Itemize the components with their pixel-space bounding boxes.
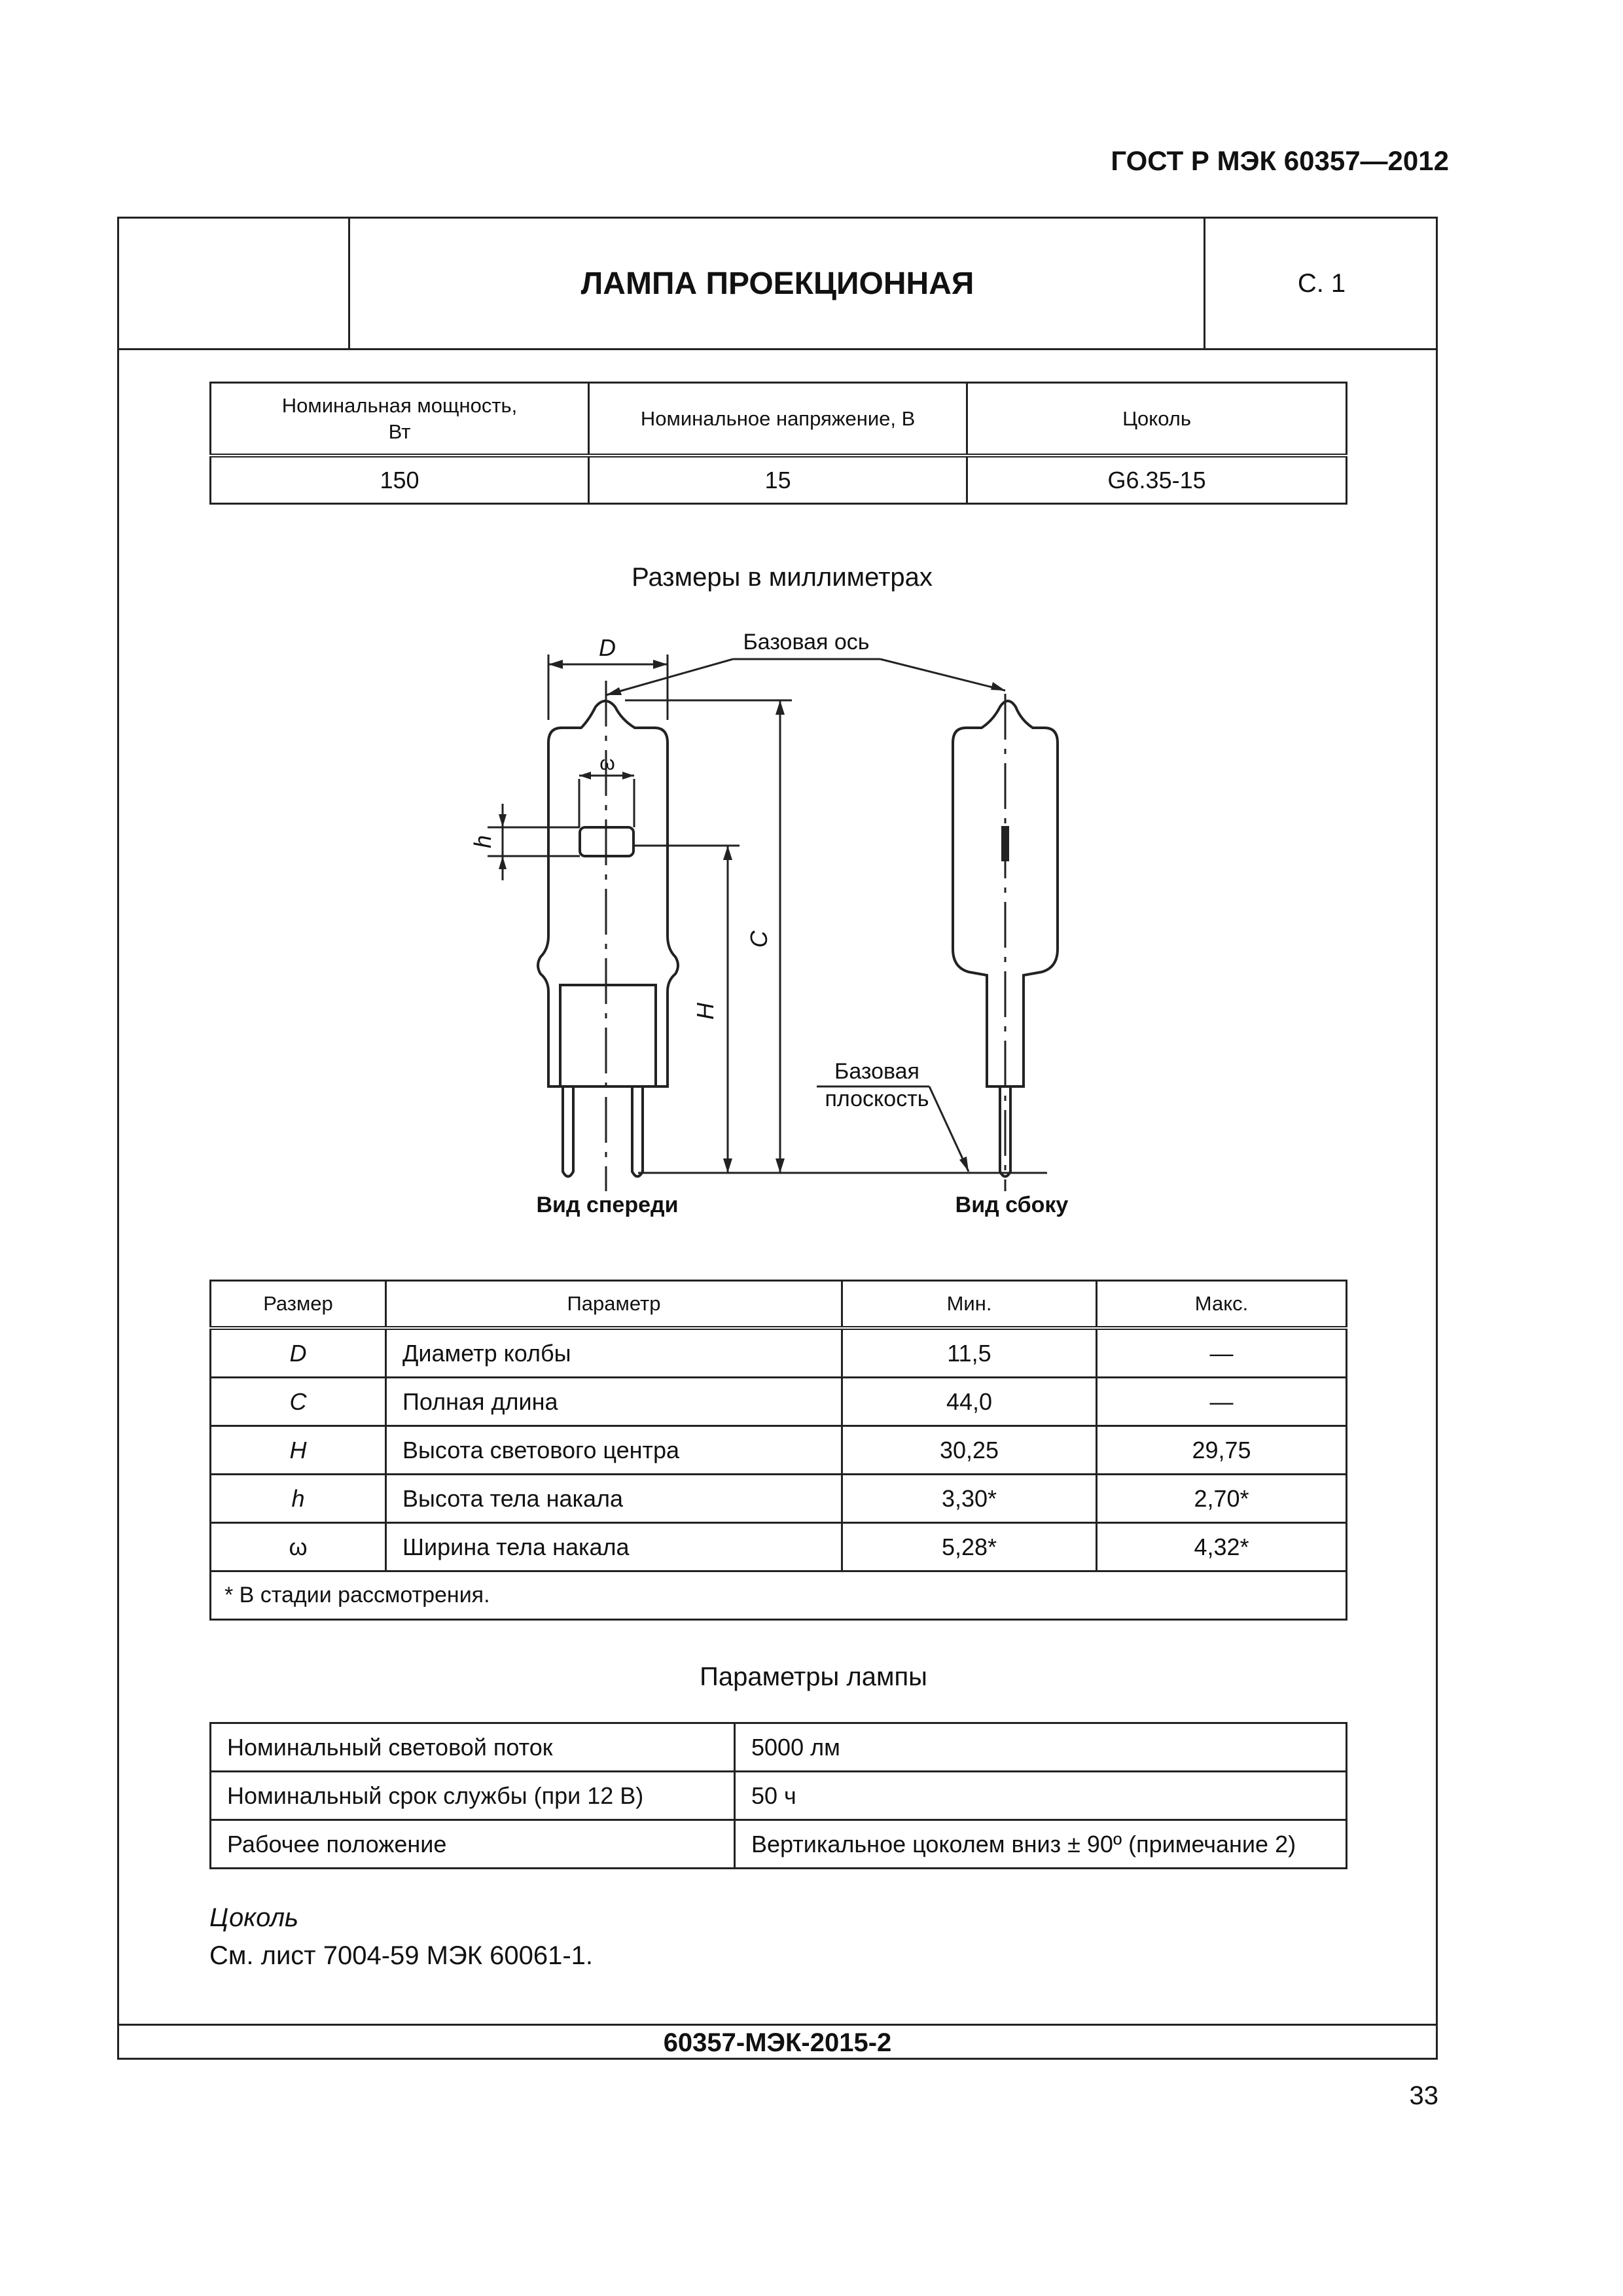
label-base-plane-1: Базовая (834, 1059, 919, 1084)
table-row: h Высота тела накала 3,30* 2,70* (211, 1475, 1347, 1523)
rating-header-voltage: Номинальное напряжение, В (589, 383, 967, 456)
label-side-view: Вид сбоку (955, 1193, 1069, 1217)
front-pin-right (632, 1086, 643, 1177)
standard-number: ГОСТ Р МЭК 60357—2012 (1111, 145, 1449, 176)
base-reference: См. лист 7004-59 МЭК 60061-1. (209, 1941, 594, 1970)
table-row: Рабочее положение Вертикальное цоколем вниз ± 90º (примечание 2) (211, 1820, 1347, 1869)
front-pin-left (563, 1086, 573, 1177)
page-number: 33 (1409, 2081, 1438, 2110)
label-h: h (469, 834, 496, 849)
rating-header-base: Цоколь (967, 383, 1347, 456)
table-row: C Полная длина 44,0 — (211, 1378, 1347, 1426)
dimensions-note: * В стадии рассмотрения. (211, 1571, 1347, 1620)
dimensions-table (209, 1280, 1347, 1621)
table-row: H Высота светового центра 30,25 29,75 (211, 1426, 1347, 1475)
label-front-view: Вид спереди (536, 1193, 679, 1217)
rating-power: 150 (211, 456, 589, 504)
dim-header-max: Макс. (1097, 1281, 1347, 1329)
rating-base: G6.35-15 (967, 456, 1347, 504)
dimensions-caption: Размеры в миллиметрах (632, 563, 933, 592)
dim-header-size: Размер (211, 1281, 386, 1329)
label-base-plane-2: плоскость (825, 1086, 929, 1111)
rating-header-power: Номинальная мощность, Вт (211, 383, 589, 456)
sheet-number: С. 1 (1297, 268, 1346, 298)
table-row: Номинальный срок службы (при 12 В) 50 ч (211, 1772, 1347, 1820)
params-table (209, 1722, 1347, 1869)
table-row: ω Ширина тела накала 5,28* 4,32* (211, 1523, 1347, 1571)
rating-table (209, 382, 1347, 505)
base-label: Цоколь (209, 1903, 299, 1932)
dim-header-param: Параметр (386, 1281, 842, 1329)
sheet-code: 60357-МЭК-2015-2 (663, 2028, 892, 2057)
table-row: Номинальный световой поток 5000 лм (211, 1723, 1347, 1772)
label-base-axis: Базовая ось (743, 630, 870, 655)
label-omega: ω (599, 753, 615, 774)
rating-voltage: 15 (589, 456, 967, 504)
table-row: D Диаметр колбы 11,5 — (211, 1328, 1347, 1378)
label-C: C (745, 931, 772, 948)
params-caption: Параметры лампы (700, 1662, 927, 1691)
front-press-seal (560, 985, 656, 1086)
lamp-drawing (458, 622, 1113, 1244)
label-H: H (692, 1003, 719, 1020)
dim-header-min: Мин. (842, 1281, 1097, 1329)
sheet-title: ЛАМПА ПРОЕКЦИОННАЯ (580, 266, 974, 301)
label-D: D (599, 634, 616, 661)
